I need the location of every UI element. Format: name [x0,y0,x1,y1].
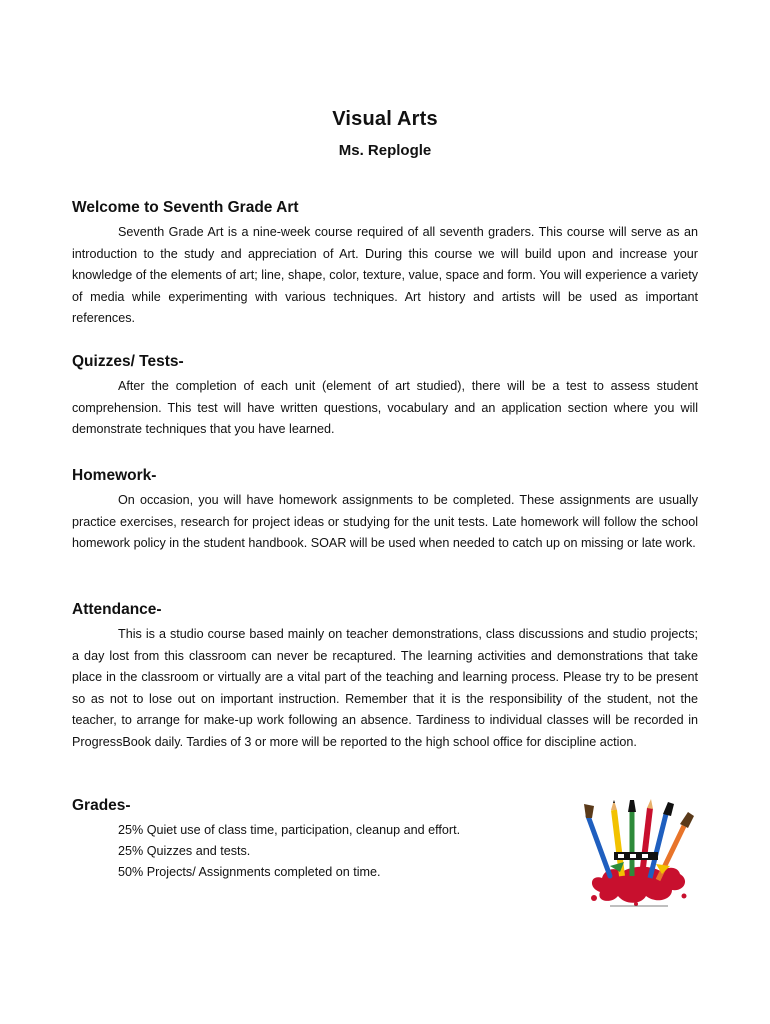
section-attendance [72,600,698,753]
section-body: After the completion of each unit (element of art studied), there will be a test to assess student comprehension. This test will have written questions, vocabulary and an application section where you will demonstrate techniques that you have learned. [72,379,698,436]
section-heading: Homework- [72,467,157,484]
grade-item: 25% Quizzes and tests. [118,844,251,858]
section-heading: Welcome to Seventh Grade Art [72,199,299,216]
grade-item: 25% Quiet use of class time, participation, cleanup and effort. [118,823,461,837]
section-body: This is a studio course based mainly on teacher demonstrations, class discussions and studio projects; a day lost from this classroom can never be recaptured. The learning activities and demonstrations that take place in the classroom or virtually are a vital part of the teaching and learning process. Please try to be present so as not to lose out on important instruction. Remember that it is the responsibility of the student, not the teacher, to arrange for make-up work following an absence. Tardiness to individual classes will be recorded in ProgressBook daily. Tardies of 3 or more will be reported to the high school office for discipline action. [72,627,698,749]
section-body: On occasion, you will have homework assignments to be completed. These assignments are usually practice exercises, research for project ideas or studying for the unit tests. Late homework will follow the school homework policy in the student handbook. SOAR will be used when needed to catch up on missing or late work. [72,493,698,550]
section-homework [72,466,698,555]
paintbrushes-pencils-clipart-icon [580,796,698,908]
section-welcome [72,198,698,330]
section-heading: Grades- [72,797,131,814]
section-grades [72,796,552,883]
section-quizzes-tests [72,352,698,441]
section-heading: Attendance- [72,601,162,618]
grades-list [72,820,552,883]
section-heading: Quizzes/ Tests- [72,353,184,370]
teacher-name: Ms. Replogle [338,142,432,159]
section-body: Seventh Grade Art is a nine-week course required of all seventh graders. This course will serve as an introduction to the study and appreciation of Art. During this course we will build upon and increase your knowledge of the elements of art; line, shape, color, texture, value, space and form. You will experience a variety of media while experimenting with various techniques. Art history and artists will be used as important references. [72,225,698,325]
grade-item: 50% Projects/ Assignments completed on time. [118,865,381,879]
document-title: Visual Arts [332,108,438,130]
